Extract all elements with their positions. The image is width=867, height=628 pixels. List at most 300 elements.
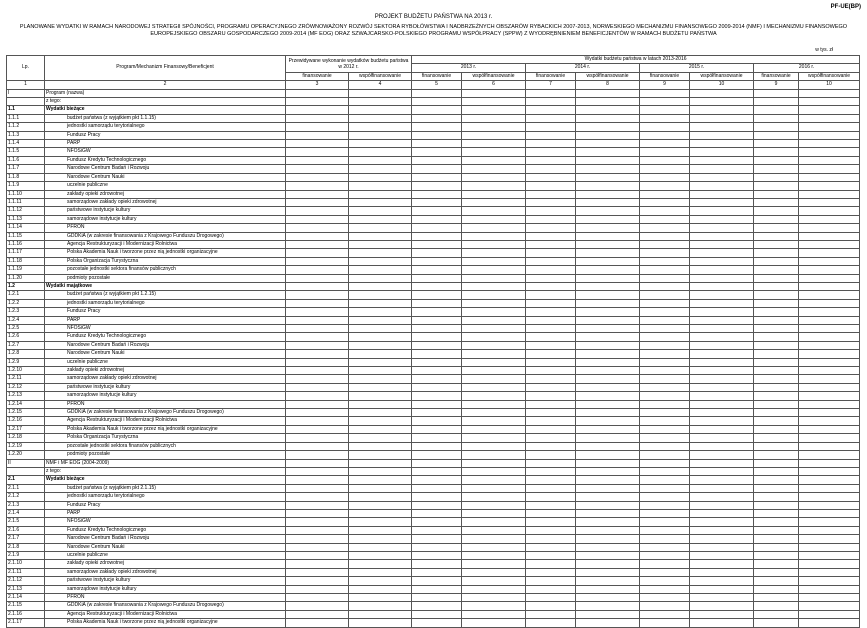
value-cell[interactable] <box>576 333 640 341</box>
value-cell[interactable] <box>526 308 576 316</box>
value-cell[interactable] <box>526 417 576 425</box>
value-cell[interactable] <box>349 123 412 131</box>
value-cell[interactable] <box>412 341 462 349</box>
value-cell[interactable] <box>799 451 860 459</box>
value-cell[interactable] <box>412 114 462 122</box>
value-cell[interactable] <box>286 451 349 459</box>
value-cell[interactable] <box>462 367 526 375</box>
value-cell[interactable] <box>526 240 576 248</box>
value-cell[interactable] <box>640 383 690 391</box>
value-cell[interactable] <box>640 123 690 131</box>
value-cell[interactable] <box>640 325 690 333</box>
value-cell[interactable] <box>576 240 640 248</box>
value-cell[interactable] <box>576 367 640 375</box>
value-cell[interactable] <box>576 459 640 467</box>
value-cell[interactable] <box>462 182 526 190</box>
value-cell[interactable] <box>412 325 462 333</box>
value-cell[interactable] <box>462 123 526 131</box>
value-cell[interactable] <box>526 316 576 324</box>
value-cell[interactable] <box>526 459 576 467</box>
value-cell[interactable] <box>799 308 860 316</box>
value-cell[interactable] <box>462 409 526 417</box>
value-cell[interactable] <box>412 442 462 450</box>
value-cell[interactable] <box>799 325 860 333</box>
value-cell[interactable] <box>286 207 349 215</box>
value-cell[interactable] <box>412 509 462 517</box>
value-cell[interactable] <box>640 493 690 501</box>
value-cell[interactable] <box>754 451 799 459</box>
value-cell[interactable] <box>799 282 860 290</box>
value-cell[interactable] <box>412 232 462 240</box>
value-cell[interactable] <box>286 400 349 408</box>
value-cell[interactable] <box>576 568 640 576</box>
value-cell[interactable] <box>576 467 640 475</box>
value-cell[interactable] <box>799 140 860 148</box>
value-cell[interactable] <box>286 577 349 585</box>
value-cell[interactable] <box>462 89 526 97</box>
value-cell[interactable] <box>799 114 860 122</box>
value-cell[interactable] <box>690 358 754 366</box>
value-cell[interactable] <box>640 577 690 585</box>
value-cell[interactable] <box>526 493 576 501</box>
value-cell[interactable] <box>754 274 799 282</box>
value-cell[interactable] <box>690 509 754 517</box>
value-cell[interactable] <box>462 232 526 240</box>
value-cell[interactable] <box>286 240 349 248</box>
value-cell[interactable] <box>412 560 462 568</box>
value-cell[interactable] <box>690 148 754 156</box>
value-cell[interactable] <box>799 442 860 450</box>
value-cell[interactable] <box>412 425 462 433</box>
value-cell[interactable] <box>349 156 412 164</box>
value-cell[interactable] <box>526 325 576 333</box>
value-cell[interactable] <box>526 509 576 517</box>
value-cell[interactable] <box>799 501 860 509</box>
value-cell[interactable] <box>640 392 690 400</box>
value-cell[interactable] <box>526 257 576 265</box>
value-cell[interactable] <box>412 148 462 156</box>
value-cell[interactable] <box>462 543 526 551</box>
value-cell[interactable] <box>690 316 754 324</box>
value-cell[interactable] <box>286 367 349 375</box>
value-cell[interactable] <box>754 442 799 450</box>
value-cell[interactable] <box>690 551 754 559</box>
value-cell[interactable] <box>462 518 526 526</box>
value-cell[interactable] <box>526 282 576 290</box>
value-cell[interactable] <box>412 518 462 526</box>
value-cell[interactable] <box>349 316 412 324</box>
value-cell[interactable] <box>799 493 860 501</box>
value-cell[interactable] <box>754 560 799 568</box>
value-cell[interactable] <box>349 425 412 433</box>
value-cell[interactable] <box>799 425 860 433</box>
value-cell[interactable] <box>799 358 860 366</box>
value-cell[interactable] <box>576 451 640 459</box>
value-cell[interactable] <box>412 543 462 551</box>
value-cell[interactable] <box>526 409 576 417</box>
value-cell[interactable] <box>349 140 412 148</box>
value-cell[interactable] <box>690 282 754 290</box>
value-cell[interactable] <box>349 207 412 215</box>
value-cell[interactable] <box>349 333 412 341</box>
value-cell[interactable] <box>754 207 799 215</box>
value-cell[interactable] <box>286 89 349 97</box>
value-cell[interactable] <box>349 400 412 408</box>
value-cell[interactable] <box>690 98 754 106</box>
value-cell[interactable] <box>754 467 799 475</box>
value-cell[interactable] <box>799 333 860 341</box>
value-cell[interactable] <box>576 484 640 492</box>
value-cell[interactable] <box>286 325 349 333</box>
value-cell[interactable] <box>754 425 799 433</box>
value-cell[interactable] <box>754 383 799 391</box>
value-cell[interactable] <box>754 392 799 400</box>
value-cell[interactable] <box>349 610 412 618</box>
value-cell[interactable] <box>754 610 799 618</box>
value-cell[interactable] <box>349 526 412 534</box>
value-cell[interactable] <box>690 610 754 618</box>
value-cell[interactable] <box>526 594 576 602</box>
value-cell[interactable] <box>286 316 349 324</box>
value-cell[interactable] <box>640 224 690 232</box>
value-cell[interactable] <box>754 156 799 164</box>
value-cell[interactable] <box>640 409 690 417</box>
value-cell[interactable] <box>286 526 349 534</box>
value-cell[interactable] <box>462 442 526 450</box>
value-cell[interactable] <box>462 568 526 576</box>
value-cell[interactable] <box>462 392 526 400</box>
value-cell[interactable] <box>462 98 526 106</box>
value-cell[interactable] <box>576 602 640 610</box>
value-cell[interactable] <box>349 442 412 450</box>
value-cell[interactable] <box>640 417 690 425</box>
value-cell[interactable] <box>754 282 799 290</box>
value-cell[interactable] <box>349 131 412 139</box>
value-cell[interactable] <box>799 165 860 173</box>
value-cell[interactable] <box>576 493 640 501</box>
value-cell[interactable] <box>526 484 576 492</box>
value-cell[interactable] <box>799 215 860 223</box>
value-cell[interactable] <box>754 484 799 492</box>
value-cell[interactable] <box>349 182 412 190</box>
value-cell[interactable] <box>412 207 462 215</box>
value-cell[interactable] <box>462 215 526 223</box>
value-cell[interactable] <box>412 375 462 383</box>
value-cell[interactable] <box>286 568 349 576</box>
value-cell[interactable] <box>799 459 860 467</box>
value-cell[interactable] <box>576 308 640 316</box>
value-cell[interactable] <box>640 274 690 282</box>
value-cell[interactable] <box>799 98 860 106</box>
value-cell[interactable] <box>349 501 412 509</box>
value-cell[interactable] <box>462 459 526 467</box>
value-cell[interactable] <box>412 123 462 131</box>
value-cell[interactable] <box>576 543 640 551</box>
value-cell[interactable] <box>526 123 576 131</box>
value-cell[interactable] <box>690 375 754 383</box>
value-cell[interactable] <box>754 333 799 341</box>
value-cell[interactable] <box>640 367 690 375</box>
value-cell[interactable] <box>576 257 640 265</box>
value-cell[interactable] <box>690 190 754 198</box>
value-cell[interactable] <box>349 568 412 576</box>
value-cell[interactable] <box>412 215 462 223</box>
value-cell[interactable] <box>640 131 690 139</box>
value-cell[interactable] <box>349 89 412 97</box>
value-cell[interactable] <box>412 249 462 257</box>
value-cell[interactable] <box>412 585 462 593</box>
value-cell[interactable] <box>412 299 462 307</box>
value-cell[interactable] <box>754 493 799 501</box>
value-cell[interactable] <box>286 518 349 526</box>
value-cell[interactable] <box>576 325 640 333</box>
value-cell[interactable] <box>576 350 640 358</box>
value-cell[interactable] <box>690 350 754 358</box>
value-cell[interactable] <box>640 266 690 274</box>
value-cell[interactable] <box>690 207 754 215</box>
value-cell[interactable] <box>799 560 860 568</box>
value-cell[interactable] <box>526 215 576 223</box>
value-cell[interactable] <box>349 224 412 232</box>
value-cell[interactable] <box>462 131 526 139</box>
value-cell[interactable] <box>286 291 349 299</box>
value-cell[interactable] <box>576 123 640 131</box>
value-cell[interactable] <box>412 333 462 341</box>
value-cell[interactable] <box>412 610 462 618</box>
value-cell[interactable] <box>349 392 412 400</box>
value-cell[interactable] <box>286 409 349 417</box>
value-cell[interactable] <box>412 568 462 576</box>
value-cell[interactable] <box>349 451 412 459</box>
value-cell[interactable] <box>640 425 690 433</box>
value-cell[interactable] <box>412 173 462 181</box>
value-cell[interactable] <box>690 198 754 206</box>
value-cell[interactable] <box>286 148 349 156</box>
value-cell[interactable] <box>640 594 690 602</box>
value-cell[interactable] <box>799 484 860 492</box>
value-cell[interactable] <box>754 114 799 122</box>
value-cell[interactable] <box>412 392 462 400</box>
value-cell[interactable] <box>754 602 799 610</box>
value-cell[interactable] <box>462 560 526 568</box>
value-cell[interactable] <box>640 207 690 215</box>
value-cell[interactable] <box>690 140 754 148</box>
value-cell[interactable] <box>349 341 412 349</box>
value-cell[interactable] <box>640 400 690 408</box>
value-cell[interactable] <box>349 383 412 391</box>
value-cell[interactable] <box>412 131 462 139</box>
value-cell[interactable] <box>754 367 799 375</box>
value-cell[interactable] <box>640 173 690 181</box>
value-cell[interactable] <box>799 123 860 131</box>
value-cell[interactable] <box>799 434 860 442</box>
value-cell[interactable] <box>349 459 412 467</box>
value-cell[interactable] <box>690 224 754 232</box>
value-cell[interactable] <box>576 89 640 97</box>
value-cell[interactable] <box>640 341 690 349</box>
value-cell[interactable] <box>799 198 860 206</box>
value-cell[interactable] <box>576 282 640 290</box>
value-cell[interactable] <box>799 577 860 585</box>
value-cell[interactable] <box>640 459 690 467</box>
value-cell[interactable] <box>576 551 640 559</box>
value-cell[interactable] <box>526 602 576 610</box>
value-cell[interactable] <box>349 198 412 206</box>
value-cell[interactable] <box>799 585 860 593</box>
value-cell[interactable] <box>576 585 640 593</box>
value-cell[interactable] <box>349 375 412 383</box>
value-cell[interactable] <box>462 249 526 257</box>
value-cell[interactable] <box>462 551 526 559</box>
value-cell[interactable] <box>690 131 754 139</box>
value-cell[interactable] <box>799 383 860 391</box>
value-cell[interactable] <box>754 518 799 526</box>
value-cell[interactable] <box>412 400 462 408</box>
value-cell[interactable] <box>412 409 462 417</box>
value-cell[interactable] <box>286 551 349 559</box>
value-cell[interactable] <box>799 535 860 543</box>
value-cell[interactable] <box>576 156 640 164</box>
value-cell[interactable] <box>462 535 526 543</box>
value-cell[interactable] <box>462 316 526 324</box>
value-cell[interactable] <box>526 207 576 215</box>
value-cell[interactable] <box>462 451 526 459</box>
value-cell[interactable] <box>286 224 349 232</box>
value-cell[interactable] <box>640 585 690 593</box>
value-cell[interactable] <box>799 266 860 274</box>
value-cell[interactable] <box>412 106 462 114</box>
value-cell[interactable] <box>754 232 799 240</box>
value-cell[interactable] <box>526 173 576 181</box>
value-cell[interactable] <box>754 98 799 106</box>
value-cell[interactable] <box>526 568 576 576</box>
value-cell[interactable] <box>526 543 576 551</box>
value-cell[interactable] <box>349 106 412 114</box>
value-cell[interactable] <box>286 358 349 366</box>
value-cell[interactable] <box>799 341 860 349</box>
value-cell[interactable] <box>576 341 640 349</box>
value-cell[interactable] <box>526 333 576 341</box>
value-cell[interactable] <box>576 198 640 206</box>
value-cell[interactable] <box>286 484 349 492</box>
value-cell[interactable] <box>286 543 349 551</box>
value-cell[interactable] <box>690 602 754 610</box>
value-cell[interactable] <box>576 232 640 240</box>
value-cell[interactable] <box>640 535 690 543</box>
value-cell[interactable] <box>799 156 860 164</box>
value-cell[interactable] <box>286 257 349 265</box>
value-cell[interactable] <box>640 165 690 173</box>
value-cell[interactable] <box>690 568 754 576</box>
value-cell[interactable] <box>799 89 860 97</box>
value-cell[interactable] <box>576 173 640 181</box>
value-cell[interactable] <box>690 325 754 333</box>
value-cell[interactable] <box>349 367 412 375</box>
value-cell[interactable] <box>576 299 640 307</box>
value-cell[interactable] <box>286 282 349 290</box>
value-cell[interactable] <box>754 476 799 484</box>
value-cell[interactable] <box>412 224 462 232</box>
value-cell[interactable] <box>526 358 576 366</box>
value-cell[interactable] <box>462 493 526 501</box>
value-cell[interactable] <box>462 585 526 593</box>
value-cell[interactable] <box>576 249 640 257</box>
value-cell[interactable] <box>286 182 349 190</box>
value-cell[interactable] <box>462 207 526 215</box>
value-cell[interactable] <box>526 434 576 442</box>
value-cell[interactable] <box>754 308 799 316</box>
value-cell[interactable] <box>576 577 640 585</box>
value-cell[interactable] <box>462 577 526 585</box>
value-cell[interactable] <box>640 484 690 492</box>
value-cell[interactable] <box>349 509 412 517</box>
value-cell[interactable] <box>640 89 690 97</box>
value-cell[interactable] <box>526 367 576 375</box>
value-cell[interactable] <box>640 602 690 610</box>
value-cell[interactable] <box>640 148 690 156</box>
value-cell[interactable] <box>799 148 860 156</box>
value-cell[interactable] <box>690 451 754 459</box>
value-cell[interactable] <box>286 467 349 475</box>
value-cell[interactable] <box>799 173 860 181</box>
value-cell[interactable] <box>754 535 799 543</box>
value-cell[interactable] <box>576 131 640 139</box>
value-cell[interactable] <box>349 585 412 593</box>
value-cell[interactable] <box>349 535 412 543</box>
value-cell[interactable] <box>526 467 576 475</box>
value-cell[interactable] <box>349 602 412 610</box>
value-cell[interactable] <box>690 182 754 190</box>
value-cell[interactable] <box>754 526 799 534</box>
value-cell[interactable] <box>462 375 526 383</box>
value-cell[interactable] <box>640 610 690 618</box>
value-cell[interactable] <box>640 509 690 517</box>
value-cell[interactable] <box>799 467 860 475</box>
value-cell[interactable] <box>799 400 860 408</box>
value-cell[interactable] <box>412 383 462 391</box>
value-cell[interactable] <box>754 341 799 349</box>
value-cell[interactable] <box>754 224 799 232</box>
value-cell[interactable] <box>412 308 462 316</box>
value-cell[interactable] <box>462 198 526 206</box>
value-cell[interactable] <box>349 594 412 602</box>
value-cell[interactable] <box>462 165 526 173</box>
value-cell[interactable] <box>576 610 640 618</box>
value-cell[interactable] <box>640 333 690 341</box>
value-cell[interactable] <box>412 551 462 559</box>
value-cell[interactable] <box>349 417 412 425</box>
value-cell[interactable] <box>349 560 412 568</box>
value-cell[interactable] <box>526 442 576 450</box>
value-cell[interactable] <box>754 198 799 206</box>
value-cell[interactable] <box>754 173 799 181</box>
value-cell[interactable] <box>462 173 526 181</box>
value-cell[interactable] <box>799 274 860 282</box>
value-cell[interactable] <box>286 198 349 206</box>
value-cell[interactable] <box>462 114 526 122</box>
value-cell[interactable] <box>412 459 462 467</box>
value-cell[interactable] <box>690 501 754 509</box>
value-cell[interactable] <box>412 274 462 282</box>
value-cell[interactable] <box>690 367 754 375</box>
value-cell[interactable] <box>754 106 799 114</box>
value-cell[interactable] <box>349 114 412 122</box>
value-cell[interactable] <box>462 257 526 265</box>
value-cell[interactable] <box>526 577 576 585</box>
value-cell[interactable] <box>462 140 526 148</box>
value-cell[interactable] <box>462 476 526 484</box>
value-cell[interactable] <box>412 451 462 459</box>
